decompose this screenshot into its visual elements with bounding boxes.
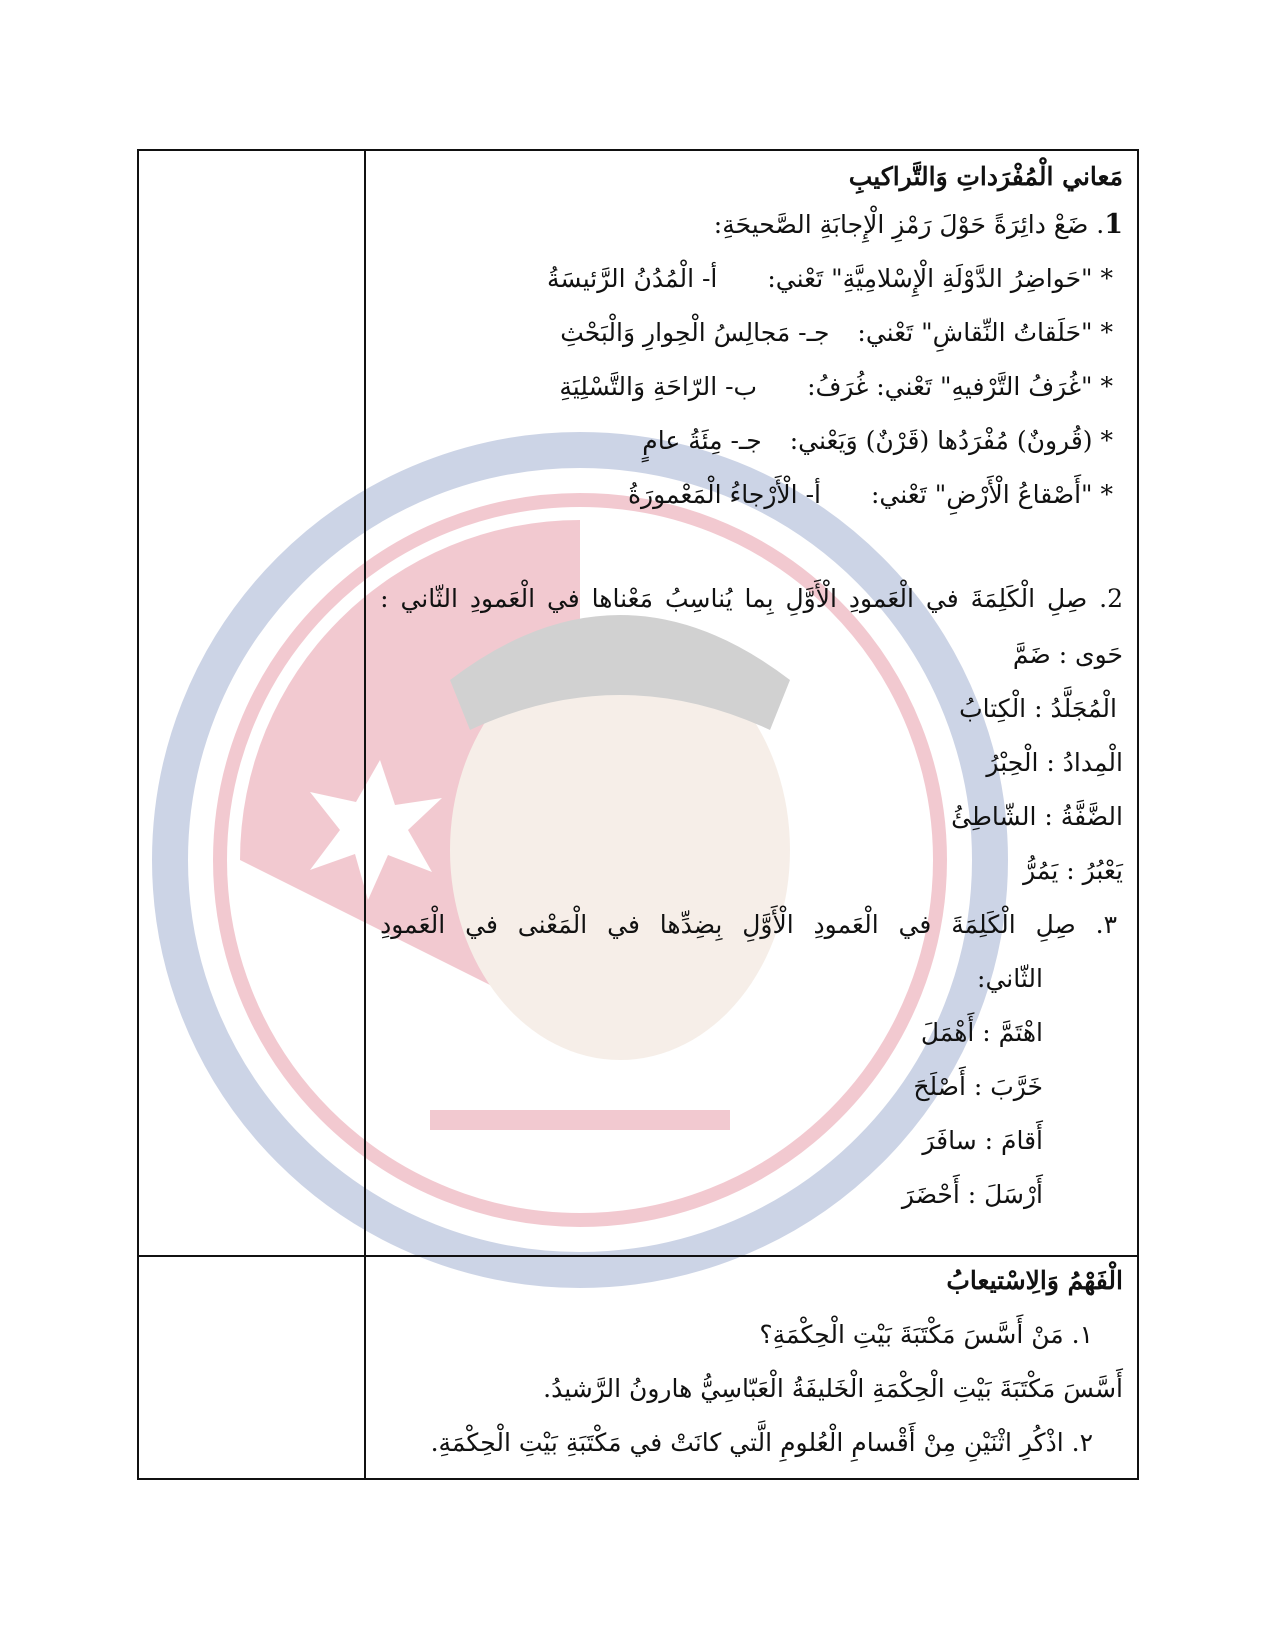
comprehension-question-1: ١. مَنْ أَسَّسَ مَكْتَبَةَ بَيْتِ الْحِكْمَةِ؟ bbox=[759, 1320, 1093, 1349]
question-2-prompt: 2. صِلِ الْكَلِمَةَ في الْعَمودِ الْأَوَّلِ بِما يُناسِبُ مَعْناها في الْعَمودِ الثّاني : bbox=[380, 584, 1123, 613]
match-pair: حَوى : ضَمَّ bbox=[1012, 640, 1123, 669]
match-pair: الضَّفَّةُ : الشّاطِئُ bbox=[951, 802, 1123, 831]
worksheet-table bbox=[137, 149, 1139, 1480]
mcq-item bbox=[547, 263, 1113, 295]
content-cell-vocabulary bbox=[365, 150, 1138, 1256]
mcq-stem: * "حَواضِرُ الدَّوْلَةِ الْإِسْلامِيَّةِ" تَعْني: bbox=[767, 264, 1113, 293]
mcq-item bbox=[642, 425, 1113, 457]
mcq-answer: ب- الرّاحَةِ وَالتَّسْلِيَةِ bbox=[559, 372, 758, 401]
question-1-prompt bbox=[714, 209, 1123, 241]
match-pair: الْمِدادُ : الْحِبْرُ bbox=[986, 748, 1123, 777]
opposite-pair: خَرَّبَ : أَصْلَحَ bbox=[913, 1072, 1043, 1101]
comprehension-question-2: ٢. اذْكُرِ اثْنَيْنِ مِنْ أَقْسامِ الْعُلومِ الَّتي كانَتْ في مَكْتَبَةِ بَيْتِ الْحِكْمَةِ. bbox=[430, 1428, 1093, 1457]
mcq-item bbox=[559, 371, 1113, 403]
match-pair: الْمُجَلَّدُ : الْكِتابُ bbox=[959, 694, 1117, 723]
mcq-stem: * "أَصْقاعُ الْأَرْضِ" تَعْني: bbox=[870, 480, 1113, 509]
section-heading-comprehension: الْفَهْمُ وَالِاسْتيعابُ bbox=[946, 1266, 1123, 1295]
mcq-item bbox=[628, 479, 1113, 511]
side-cell-empty bbox=[138, 150, 365, 1256]
side-cell-empty bbox=[138, 1256, 365, 1479]
question-3-prompt-continued: الثّاني: bbox=[977, 964, 1043, 993]
mcq-answer: أ- الْأَرْجاءُ الْمَعْمورَةُ bbox=[627, 480, 821, 509]
question-3-prompt: ٣. صِلِ الْكَلِمَةَ في الْعَمودِ الْأَوَّلِ بِضِدِّها في الْمَعْنى في الْعَمودِ bbox=[380, 910, 1117, 939]
question-1-text: . ضَعْ دائِرَةً حَوْلَ رَمْزِ الْإِجابَةِ الصَّحيحَةِ: bbox=[713, 210, 1105, 239]
mcq-answer: جـ- مِئَةُ عامٍ bbox=[642, 426, 762, 455]
opposite-pair: أَقامَ : سافَرَ bbox=[922, 1126, 1043, 1155]
mcq-stem: * (قُرونٌ) مُفْرَدُها (قَرْنٌ) وَيَعْني: bbox=[789, 426, 1113, 455]
mcq-stem: * "حَلَقاتُ النِّقاشِ" تَعْني: bbox=[857, 318, 1113, 347]
question-1-number: 1 bbox=[1104, 209, 1123, 240]
mcq-answer: أ- الْمُدُنُ الرَّئيسَةُ bbox=[547, 264, 718, 293]
mcq-answer: جـ- مَجالِسُ الْحِوارِ وَالْبَحْثِ bbox=[560, 318, 830, 347]
mcq-item bbox=[560, 317, 1113, 349]
content-cell-comprehension bbox=[365, 1256, 1138, 1479]
match-pair: يَعْبُرُ : يَمُرُّ bbox=[1023, 856, 1123, 885]
comprehension-answer-1: أَسَّسَ مَكْتَبَةَ بَيْتِ الْحِكْمَةِ الْخَليفَةُ الْعَبّاسِيُّ هارونُ الرَّشيدُ. bbox=[543, 1374, 1123, 1403]
opposite-pair: اهْتَمَّ : أَهْمَلَ bbox=[920, 1018, 1043, 1047]
mcq-stem: * "غُرَفُ التَّرْفيهِ" تَعْني: غُرَفُ: bbox=[807, 372, 1113, 401]
section-heading-vocabulary: مَعاني الْمُفْرَداتِ وَالتَّراكيبِ bbox=[848, 162, 1123, 191]
opposite-pair: أَرْسَلَ : أَحْضَرَ bbox=[901, 1180, 1043, 1209]
